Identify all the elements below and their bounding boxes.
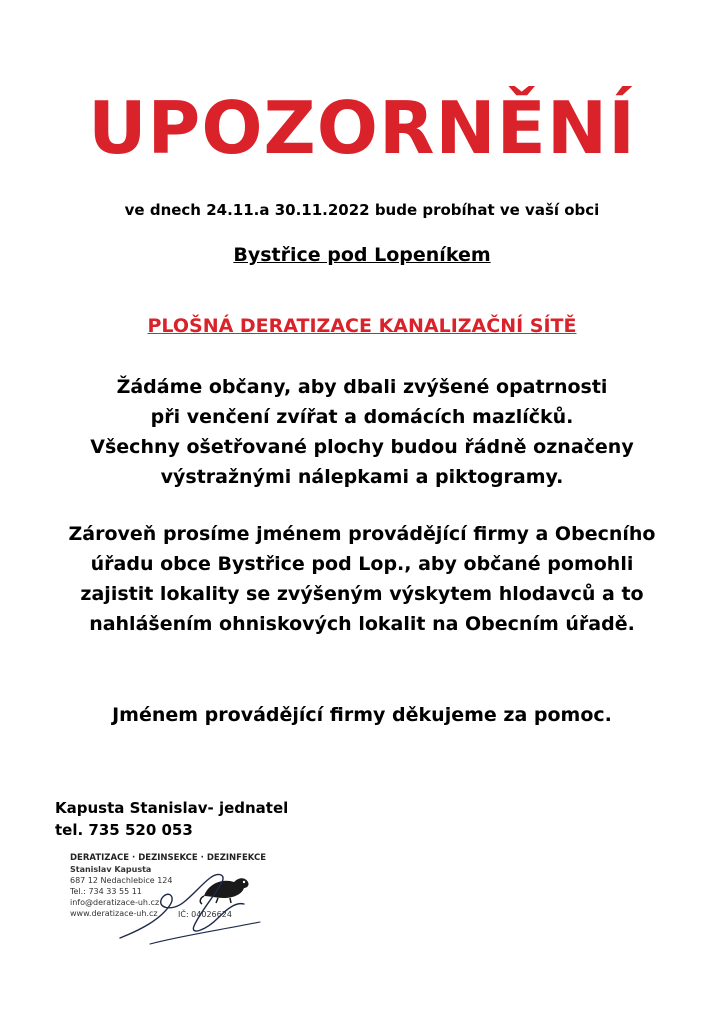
stamp-address: 687 12 Nedachlebice 124 <box>70 876 173 885</box>
contact-name: Kapusta Stanislav- jednatel <box>55 799 289 817</box>
notice-heading: UPOZORNĚNÍ <box>88 86 636 170</box>
stamp-ico: IČ: 04026624 <box>178 910 232 919</box>
thanks-line: Jménem provádějící firmy děkujeme za pomoc. <box>112 704 612 726</box>
contact-phone: tel. 735 520 053 <box>55 821 193 839</box>
dates-line: ve dnech 24.11.a 30.11.2022 bude probíhat ve vaší obci <box>124 201 600 219</box>
contact-block <box>55 797 288 841</box>
notice-subject: PLOŠNÁ DERATIZACE KANALIZAČNÍ SÍTĚ <box>147 315 577 337</box>
signature <box>110 860 270 950</box>
warning-paragraph <box>0 372 724 492</box>
paragraph-line: výstražnými nálepkami a piktogramy. <box>160 466 564 488</box>
paragraph-line: nahlášením ohniskových lokalit na Obecním úřadě. <box>89 613 635 635</box>
request-paragraph <box>0 519 724 639</box>
stamp-title: DERATIZACE · DEZINSEKCE · DEZINFEKCE <box>70 853 267 863</box>
paragraph-line: zajistit lokality se zvýšeným výskytem hlodavců a to <box>80 583 644 605</box>
paragraph-line: Zároveň prosíme jménem provádějící firmy a Obecního <box>68 523 656 545</box>
paragraph-line: Všechny ošetřované plochy budou řádně označeny <box>90 436 634 458</box>
stamp-web: www.deratizace-uh.cz <box>70 909 158 918</box>
stamp-phone: Tel.: 734 33 55 11 <box>70 887 142 896</box>
paragraph-line: při venčení zvířat a domácích mazlíčků. <box>150 406 574 428</box>
stamp-email: info@deratizace-uh.cz <box>70 898 160 907</box>
paragraph-line: Žádáme občany, aby dbali zvýšené opatrnosti <box>116 376 608 398</box>
paragraph-line: úřadu obce Bystřice pod Lop., aby občané pomohli <box>90 553 634 575</box>
stamp-name: Stanislav Kapusta <box>70 865 152 874</box>
town-name: Bystřice pod Lopeníkem <box>233 244 491 266</box>
